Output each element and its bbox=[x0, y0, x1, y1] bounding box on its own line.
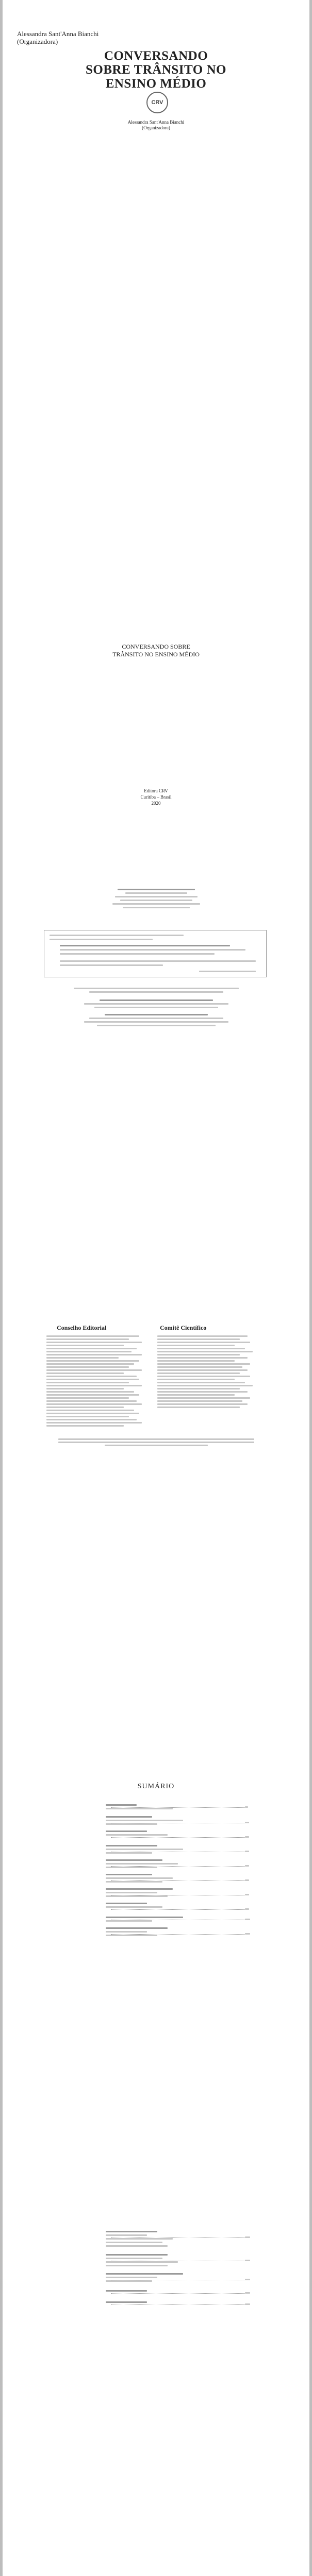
toc-heading: SUMÁRIO bbox=[137, 1783, 175, 1790]
copyright-line bbox=[118, 889, 195, 890]
toc-entry-title bbox=[106, 1831, 147, 1832]
toc-entry-title bbox=[106, 1888, 173, 1890]
copyright-line bbox=[123, 907, 190, 908]
catalog-card bbox=[44, 930, 267, 977]
page-copyright bbox=[3, 868, 309, 1303]
toc-entry-title bbox=[106, 2301, 147, 2303]
publication-year: 2020 bbox=[151, 801, 161, 806]
title-page-line-1: CONVERSANDO SOBRE bbox=[122, 643, 190, 650]
toc-entry-title bbox=[106, 1874, 152, 1875]
copyright-line bbox=[89, 991, 223, 993]
copyright-line bbox=[105, 1014, 208, 1015]
copyright-line bbox=[74, 988, 239, 989]
copyright-line bbox=[100, 999, 213, 1001]
organizer-name-secondary: Alessandra Sant'Anna Bianchi bbox=[127, 120, 185, 125]
toc-entry-title bbox=[106, 1927, 168, 1929]
toc-entry-title bbox=[106, 2290, 147, 2292]
book-title-line-3: ENSINO MÉDIO bbox=[105, 77, 207, 91]
publisher-seal-icon: CRV bbox=[146, 92, 168, 113]
toc-entry-title bbox=[106, 2273, 183, 2275]
page-title bbox=[3, 433, 309, 868]
page-toc-1 bbox=[3, 1739, 309, 2174]
organizer-role: (Organizadora) bbox=[17, 38, 58, 45]
copyright-line bbox=[115, 896, 198, 897]
copyright-line bbox=[84, 1021, 228, 1023]
copyright-line bbox=[84, 1003, 228, 1005]
organizer-name: Alessandra Sant'Anna Bianchi bbox=[17, 30, 99, 38]
publisher-name: Editora CRV bbox=[144, 788, 168, 793]
publisher-city: Curitiba – Brasil bbox=[140, 794, 172, 800]
scientific-committee-heading: Comitê Científico bbox=[160, 1324, 207, 1331]
editorial-council-heading: Conselho Editorial bbox=[57, 1324, 107, 1331]
copyright-line bbox=[120, 900, 192, 901]
toc-entry-title bbox=[106, 1903, 147, 1904]
page-councils bbox=[3, 1303, 309, 1739]
page-cover bbox=[3, 0, 309, 433]
toc-entry-title bbox=[106, 2254, 168, 2256]
book-title-line-1: CONVERSANDO bbox=[104, 49, 208, 63]
copyright-line bbox=[112, 903, 200, 905]
copyright-line bbox=[89, 1018, 223, 1019]
toc-entry-title bbox=[106, 1917, 183, 1918]
toc-entry-title bbox=[106, 1816, 152, 1818]
book-title-line-2: SOBRE TRÂNSITO NO bbox=[86, 63, 226, 77]
toc-entry-title bbox=[106, 1859, 162, 1861]
toc-entry-title bbox=[106, 2231, 157, 2232]
page-toc-2 bbox=[3, 2174, 309, 2576]
organizer-role-secondary: (Organizadora) bbox=[142, 125, 170, 130]
copyright-line bbox=[94, 1007, 218, 1008]
title-page-line-2: TRÂNSITO NO ENSINO MÉDIO bbox=[112, 651, 200, 658]
copyright-line bbox=[125, 892, 187, 894]
toc-entry-title bbox=[106, 1804, 137, 1806]
toc-entry-title bbox=[106, 1845, 157, 1846]
copyright-line bbox=[97, 1025, 216, 1026]
